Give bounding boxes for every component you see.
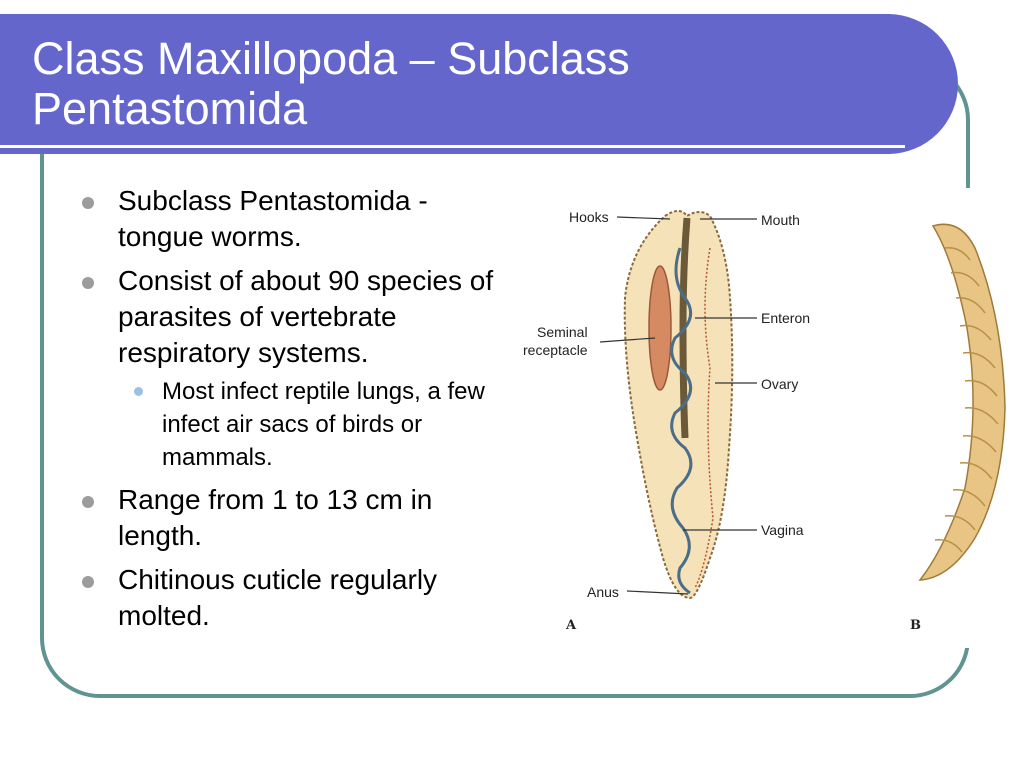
bullet-list [80,183,510,642]
bullet-text: Subclass Pentastomida - tongue worms. [118,185,428,252]
bullet-item [80,263,510,371]
panel-label-a: A [566,618,577,633]
bullet-text: Range from 1 to 13 cm in length. [118,484,433,551]
label-seminal: Seminal [537,324,588,340]
sub-bullet-icon [134,387,143,396]
label-ovary: Ovary [761,376,799,392]
bullet-icon [82,197,94,209]
slide-title: Class Maxillopoda – Subclass Pentastomida [32,33,630,134]
label-receptacle: receptacle [523,342,588,358]
title-underline [0,145,905,148]
bullet-icon [82,576,94,588]
bullet-item [80,482,510,554]
sub-bullet-text: Most infect reptile lungs, a few infect air sacs of birds or mammals. [162,378,485,471]
label-vagina: Vagina [761,522,804,538]
bullet-item [80,562,510,634]
bullet-icon [82,496,94,508]
bullet-item [80,183,510,255]
bullet-icon [82,277,94,289]
worm-body-outline [625,211,733,598]
seminal-receptacle-shape [649,266,671,390]
label-mouth: Mouth [761,212,800,228]
worm-b-body [920,224,1005,580]
label-hooks: Hooks [569,209,609,225]
pentastomid-figure [505,188,1024,648]
bullet-text: Chitinous cuticle regularly molted. [118,564,438,631]
sub-bullet-item [80,375,510,474]
panel-label-b: B [910,618,921,633]
label-anus: Anus [587,584,619,600]
title-bar [0,14,958,154]
label-enteron: Enteron [761,310,811,326]
pentastomid-anatomy-illustration [505,188,1024,648]
bullet-text: Consist of about 90 species of parasites of vertebrate respiratory systems. [118,265,494,368]
